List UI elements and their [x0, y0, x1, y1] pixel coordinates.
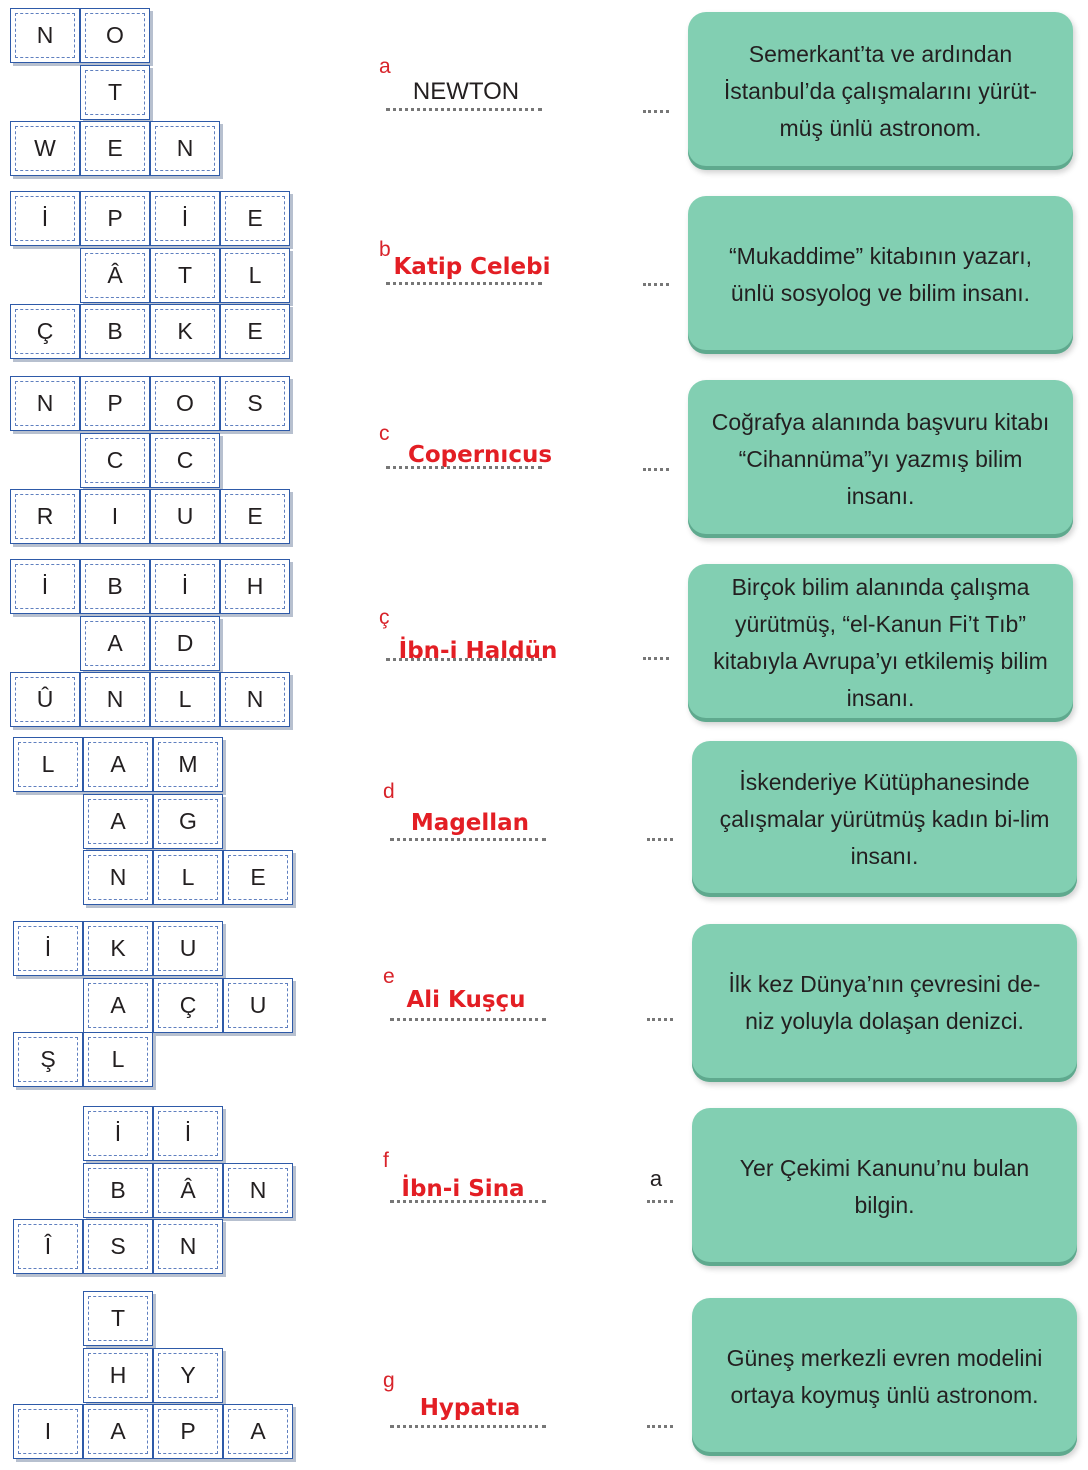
letter-cell: U [153, 921, 223, 976]
answer-name[interactable]: İbn-i Haldün [398, 638, 558, 664]
letter-cell: Â [153, 1163, 223, 1218]
answer-name[interactable]: NEWTON [412, 78, 520, 105]
letter-cell: K [150, 304, 220, 359]
letter-cell: L [83, 1032, 153, 1087]
letter-cell: A [83, 1404, 153, 1459]
answer-dotted-line [390, 1200, 546, 1203]
letter-cell: C [150, 433, 220, 488]
match-slot-7[interactable] [647, 1200, 673, 1203]
letter-cell: W [10, 121, 80, 176]
letter-cell: C [80, 433, 150, 488]
letter-puzzle-4 [0, 559, 320, 729]
letter-cell: I [13, 1404, 83, 1459]
answer-dotted-line [386, 282, 542, 285]
match-slot-6[interactable] [647, 1018, 673, 1021]
letter-cell: L [13, 737, 83, 792]
letter-puzzle-7 [0, 1106, 320, 1276]
letter-cell: O [80, 8, 150, 63]
description-card-5 [692, 741, 1077, 897]
match-slot-1[interactable] [643, 110, 669, 113]
letter-cell: P [80, 191, 150, 246]
description-card-4 [688, 564, 1073, 722]
letter-cell: T [150, 248, 220, 303]
letter-cell: N [220, 672, 290, 727]
description-card-2 [688, 196, 1073, 354]
letter-cell: Y [153, 1348, 223, 1403]
letter-cell: S [83, 1219, 153, 1274]
description-card-3 [688, 380, 1073, 538]
letter-cell: A [80, 616, 150, 671]
letter-cell: İ [153, 1106, 223, 1161]
letter-cell: N [223, 1163, 293, 1218]
letter-puzzle-1 [0, 8, 320, 178]
answer-name[interactable]: Magellan [410, 810, 530, 836]
description-text: Coğrafya alanında başvuru kitabı “Cihannüma”yı yazmış bilim insanı. [711, 408, 1050, 509]
letter-cell: S [220, 376, 290, 431]
item-letter: f [383, 1149, 389, 1172]
description-text: İlk kez Dünya’nın çevresini de-niz yoluyla dolaşan denizci. [728, 971, 1041, 1034]
answer-name[interactable]: Ali Kuşçu [406, 987, 526, 1013]
letter-cell: Ş [13, 1032, 83, 1087]
description-text: Yer Çekimi Kanunu’nu bulan bilgin. [739, 1155, 1030, 1218]
letter-puzzle-5 [0, 737, 320, 907]
letter-cell: U [223, 978, 293, 1033]
description-card-7 [692, 1108, 1077, 1266]
letter-cell: D [150, 616, 220, 671]
letter-cell: A [83, 737, 153, 792]
letter-cell: U [150, 489, 220, 544]
letter-cell: E [220, 191, 290, 246]
letter-cell: A [83, 978, 153, 1033]
letter-cell: Î [13, 1219, 83, 1274]
answer-dotted-line [390, 1425, 546, 1428]
item-letter: d [383, 780, 395, 803]
letter-cell: E [220, 304, 290, 359]
letter-puzzle-6 [0, 921, 320, 1091]
item-letter: a [379, 55, 391, 78]
description-text: İskenderiye Kütüphanesinde çalışmalar yürütmüş kadın bi-lim insanı. [719, 768, 1050, 869]
item-letter: b [379, 238, 391, 261]
letter-cell: E [80, 121, 150, 176]
description-text: Birçok bilim alanında çalışma yürütmüş, “el-Kanun Fi’t Tıb” kitabıyla Avrupa’yı etkilemiş bilim insanı. [713, 574, 1048, 711]
item-letter: e [383, 965, 395, 988]
letter-cell: İ [10, 191, 80, 246]
item-letter: g [383, 1369, 395, 1392]
letter-puzzle-2 [0, 191, 320, 361]
description-text: Semerkant’ta ve ardından İstanbul’da çalışmalarını yürüt-müş ünlü astronom. [723, 40, 1038, 141]
letter-cell: N [83, 850, 153, 905]
item-letter: c [379, 422, 390, 445]
letter-cell: Ç [10, 304, 80, 359]
letter-cell: N [10, 8, 80, 63]
letter-cell: Ç [153, 978, 223, 1033]
letter-cell: T [80, 65, 150, 120]
letter-cell: R [10, 489, 80, 544]
answer-dotted-line [386, 466, 542, 469]
letter-cell: N [153, 1219, 223, 1274]
match-slot-2[interactable] [643, 283, 669, 286]
letter-cell: B [80, 559, 150, 614]
letter-cell: İ [10, 559, 80, 614]
letter-cell: P [80, 376, 150, 431]
answer-name[interactable]: Katip Celebi [393, 254, 551, 280]
answer-dotted-line [390, 838, 546, 841]
letter-cell: N [150, 121, 220, 176]
letter-cell: A [223, 1404, 293, 1459]
description-text: Güneş merkezli evren modelini ortaya koymuş ünlü astronom. [726, 1345, 1043, 1408]
match-slot-5[interactable] [647, 838, 673, 841]
letter-puzzle-3 [0, 376, 320, 546]
letter-cell: E [220, 489, 290, 544]
match-slot-3[interactable] [643, 468, 669, 471]
letter-cell: G [153, 794, 223, 849]
answer-name[interactable]: Copernıcus [407, 442, 553, 468]
letter-cell: B [83, 1163, 153, 1218]
letter-cell: M [153, 737, 223, 792]
letter-cell: İ [150, 559, 220, 614]
item-letter: ç [379, 606, 390, 629]
letter-cell: İ [150, 191, 220, 246]
letter-cell: H [220, 559, 290, 614]
letter-cell: Â [80, 248, 150, 303]
letter-cell: K [83, 921, 153, 976]
letter-cell: N [10, 376, 80, 431]
answer-dotted-line [386, 658, 542, 661]
letter-cell: L [153, 850, 223, 905]
letter-cell: O [150, 376, 220, 431]
letter-cell: N [80, 672, 150, 727]
letter-cell: İ [13, 921, 83, 976]
letter-cell: P [153, 1404, 223, 1459]
letter-cell: I [80, 489, 150, 544]
letter-cell: L [150, 672, 220, 727]
letter-cell: E [223, 850, 293, 905]
match-slot-4[interactable] [643, 657, 669, 660]
description-card-1 [688, 12, 1073, 170]
description-text: “Mukaddime” kitabının yazarı, ünlü sosyolog ve bilim insanı. [729, 243, 1032, 306]
answer-name[interactable]: Hypatıa [419, 1395, 521, 1421]
letter-cell: L [220, 248, 290, 303]
letter-cell: İ [83, 1106, 153, 1161]
match-slot-7-value: a [649, 1166, 663, 1191]
answer-name[interactable]: İbn-i Sina [401, 1176, 525, 1202]
answer-dotted-line [386, 108, 542, 111]
description-card-8 [692, 1298, 1077, 1456]
letter-cell: A [83, 794, 153, 849]
description-card-6 [692, 924, 1077, 1082]
letter-cell: Û [10, 672, 80, 727]
letter-puzzle-8 [0, 1291, 320, 1461]
letter-cell: T [83, 1291, 153, 1346]
match-slot-8[interactable] [647, 1425, 673, 1428]
letter-cell: B [80, 304, 150, 359]
letter-cell: H [83, 1348, 153, 1403]
answer-dotted-line [390, 1018, 546, 1021]
